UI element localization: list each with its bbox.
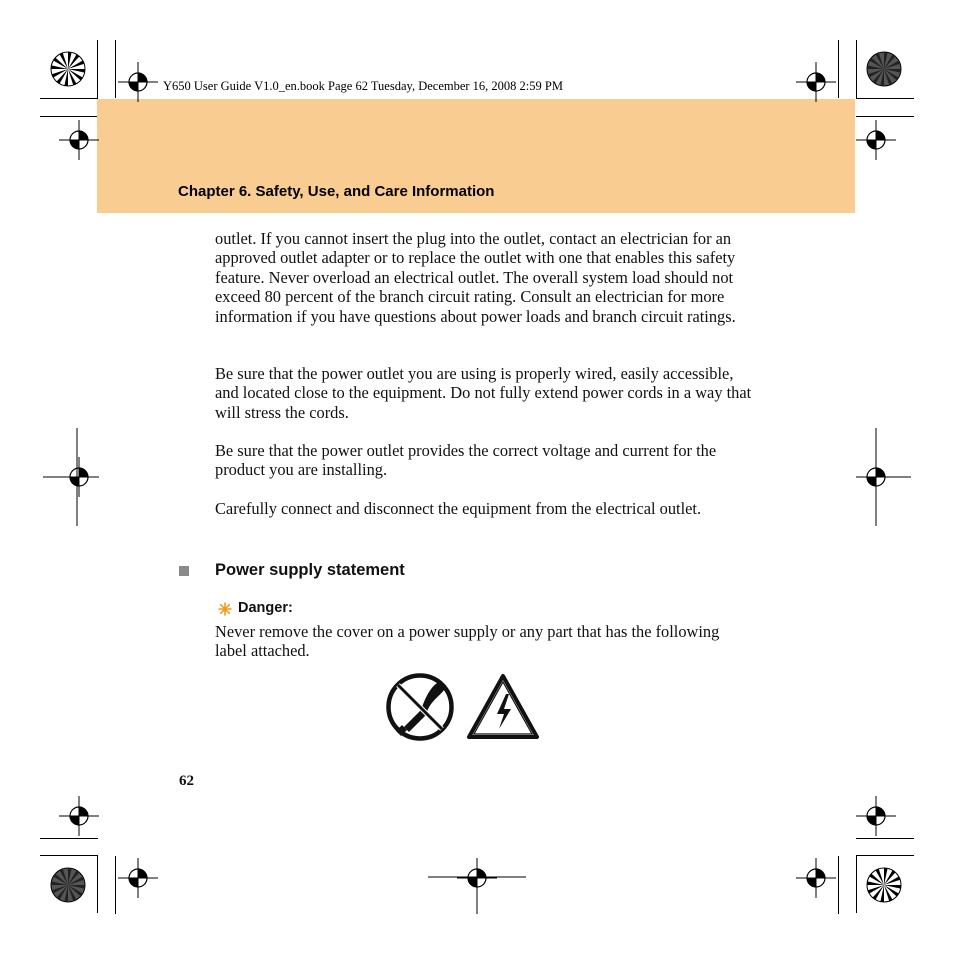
registration-starburst-icon (50, 51, 86, 87)
registration-line (40, 428, 80, 526)
danger-label: Danger: (238, 600, 293, 616)
crop-mark (115, 856, 116, 914)
crop-mark (97, 855, 98, 913)
crop-mark (115, 40, 116, 98)
crop-mark (40, 116, 98, 117)
body-paragraph: Be sure that the power outlet you are using is properly wired, easily accessible, and located close to the equipment. Do not fully extend power cords in a way that will stress the cords. (215, 364, 752, 422)
body-paragraph: Be sure that the power outlet provides the correct voltage and current for the product you are installing. (215, 441, 717, 480)
registration-target-icon (796, 62, 836, 102)
high-voltage-warning-icon (466, 672, 540, 740)
crop-mark (856, 838, 914, 839)
crop-mark (856, 855, 857, 913)
crop-mark (40, 838, 98, 839)
registration-starburst-icon (50, 867, 86, 903)
body-paragraph: outlet. If you cannot insert the plug into the outlet, contact an electrician for an approved outlet adapter or to replace the outlet with one that enables this safety feature. Never overload an electrical outlet. The overall system load should not exceed 80 percent of the branch circuit rating. Consult an electrician for more information if you have questions about power loads and branch circuit ratings. (215, 229, 736, 326)
crop-mark (838, 40, 839, 98)
section-heading: Power supply statement (215, 561, 405, 579)
sunburst-danger-icon (218, 602, 232, 616)
registration-target-icon (118, 62, 158, 102)
page-number: 62 (179, 773, 194, 789)
registration-line (428, 874, 526, 914)
registration-target-icon (118, 858, 158, 898)
crop-mark (838, 856, 839, 914)
chapter-title: Chapter 6. Safety, Use, and Care Information (178, 183, 495, 200)
registration-target-icon (796, 858, 836, 898)
square-bullet-icon (179, 566, 189, 576)
registration-target-icon (856, 796, 896, 836)
registration-target-icon (59, 796, 99, 836)
registration-line (874, 428, 914, 526)
crop-mark (856, 40, 857, 98)
crop-mark (40, 98, 98, 99)
no-screwdriver-icon (385, 672, 455, 742)
body-paragraph: Carefully connect and disconnect the equipment from the electrical outlet. (215, 499, 702, 518)
crop-mark (856, 98, 914, 99)
danger-text: Never remove the cover on a power supply or any part that has the following label attached. (215, 622, 720, 661)
registration-starburst-icon (866, 867, 902, 903)
registration-target-icon (856, 120, 896, 160)
slug-line: Y650 User Guide V1.0_en.book Page 62 Tuesday, December 16, 2008 2:59 PM (163, 79, 563, 93)
crop-mark (856, 116, 914, 117)
crop-mark (856, 855, 914, 856)
crop-mark (40, 855, 98, 856)
crop-mark (97, 40, 98, 98)
registration-starburst-icon (866, 51, 902, 87)
registration-target-icon (59, 120, 99, 160)
